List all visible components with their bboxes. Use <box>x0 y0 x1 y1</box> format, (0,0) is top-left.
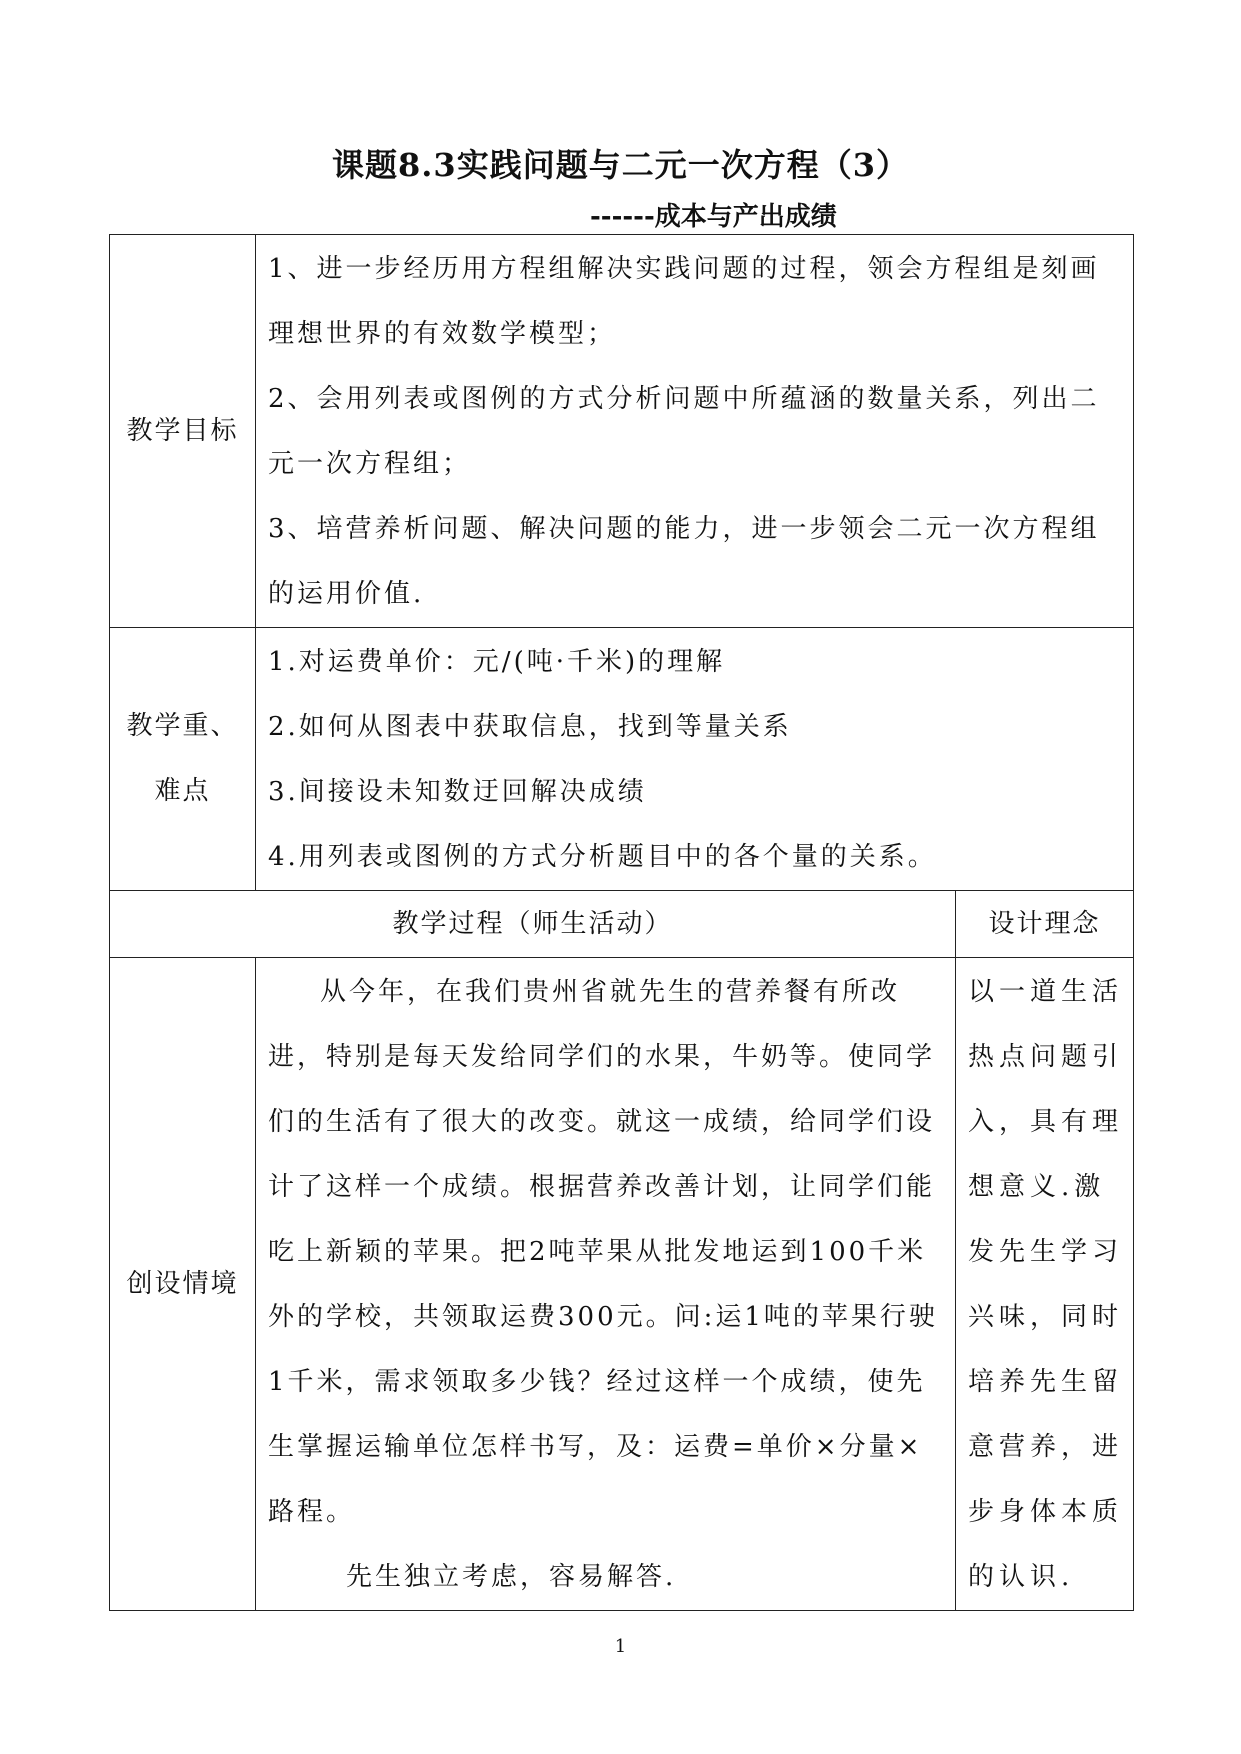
scenario-paragraph: 从今年，在我们贵州省就先生的营养餐有所改进，特别是每天发给同学们的水果，牛奶等。使同学们的生活有了很大的改变。就这一成绩，给同学们设计了这样一个成绩。根据营养改善计划，让同学们能吃上新颖的苹果。把2吨苹果从批发地运到100千米外的学校，共领取运费300元。问:运1吨的苹果行驶1千米，需求领取多少钱？经过这样一个成绩，使先生掌握运输单位怎样书写，及：运费=单价×分量×路程。 <box>268 977 938 1527</box>
scenario-label: 创设情境 <box>110 958 256 1611</box>
key-point-item: 1.对运费单价：元/(吨·千米)的理解 <box>268 647 726 677</box>
objective-item: 3、培营养析问题、解决问题的能力，进一步领会二元一次方程组的运用价值. <box>268 514 1100 609</box>
lesson-plan-table <box>109 234 1134 1611</box>
objectives-content <box>256 235 1134 628</box>
objectives-label: 教学目标 <box>110 235 256 628</box>
key-points-label <box>110 628 256 891</box>
objective-item: 1、进一步经历用方程组解决实践问题的过程，领会方程组是刻画理想世界的有效数学模型； <box>268 254 1100 349</box>
key-point-item: 2.如何从图表中获取信息，找到等量关系 <box>268 712 792 742</box>
objectives-row <box>110 235 1134 628</box>
key-point-item: 3.间接设未知数迂回解决成绩 <box>268 777 647 807</box>
key-points-content <box>256 628 1134 891</box>
design-header: 设计理念 <box>956 891 1134 958</box>
document-title: 课题8.3实践问题与二元一次方程（3） <box>332 146 909 184</box>
objective-item: 2、会用列表或图例的方式分析问题中所蕴涵的数量关系，列出二元一次方程组； <box>268 384 1100 479</box>
key-points-row <box>110 628 1134 891</box>
header-row <box>110 891 1134 958</box>
key-points-label-line2: 难点 <box>154 776 211 806</box>
document-subtitle: ------成本与产出成绩 <box>590 202 837 232</box>
design-note: 以一道生活热点问题引入，具有理想意义.激发先生学习兴味，同时培养先生留意营养，进步身体本质的认识. <box>956 958 1134 1611</box>
key-points-label-line1: 教学重、 <box>126 711 239 741</box>
scenario-paragraph: 先生独立考虑，容易解答. <box>346 1562 677 1592</box>
scenario-content <box>256 958 956 1611</box>
page-number: 1 <box>614 1636 627 1657</box>
scenario-row <box>110 958 1134 1611</box>
process-header: 教学过程（师生活动） <box>110 891 956 958</box>
key-point-item: 4.用列表或图例的方式分析题目中的各个量的关系。 <box>268 842 937 872</box>
